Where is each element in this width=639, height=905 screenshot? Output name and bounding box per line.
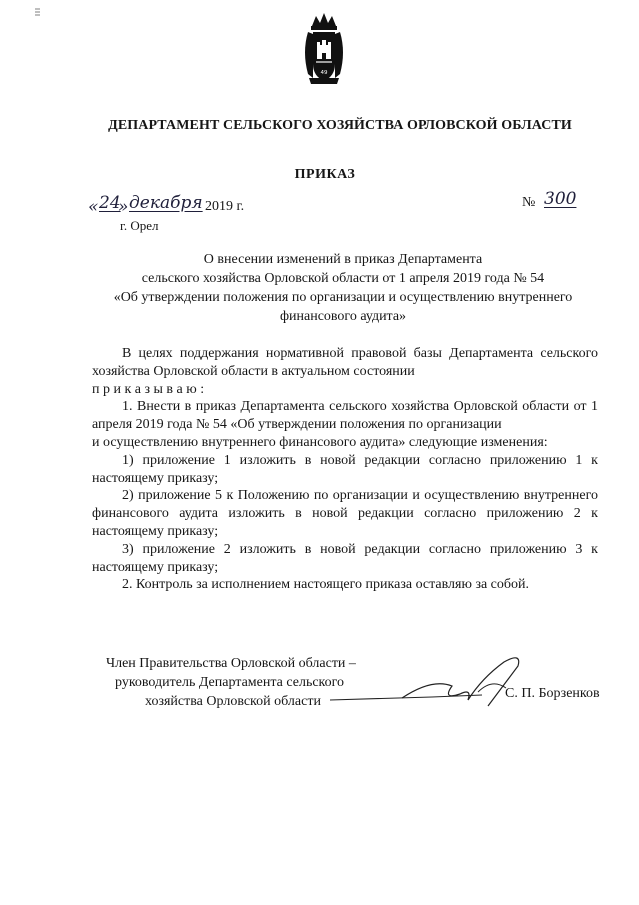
date-day-handwritten: 24 [99,193,121,213]
place-of-issue: г. Орел [120,218,159,233]
order-date [88,193,288,218]
order-number-label: № [522,195,536,210]
order-directive-word: п р и к а з ы в а ю : [92,381,205,397]
subject-line: финансового аудита» [279,309,407,324]
order-title: ПРИКАЗ [294,167,356,182]
department-title: ДЕПАРТАМЕНТ СЕЛЬСКОГО ХОЗЯЙСТВА ОРЛОВСКОЙ ОБЛАСТИ [108,118,572,133]
scan-corner-mark [34,8,42,18]
subject-line: сельского хозяйства Орловской области от 1 апреля 2019 года № 54 [141,271,545,286]
sub-item-1: 1) приложение 1 изложить в новой редакции согласно приложению 1 к настоящему приказу; [92,452,598,486]
item-1-continuation: и осуществлению внутреннего финансового аудита» следующие изменения: [92,434,548,450]
date-open-quote: « [88,197,99,217]
order-body [92,345,598,594]
order-number-handwritten: 300 [544,189,577,209]
emblem-number: 49 [320,70,328,76]
subject-line: «Об утверждении положения по организации и осуществлению внутреннего [113,290,573,305]
preamble-paragraph: В целях поддержания нормативной правовой базы Департамента сельского хозяйства Орловской области в актуальном состоянии [92,346,598,379]
coat-of-arms-icon [299,12,349,88]
position-line: руководитель Департамента сельского [115,675,345,690]
position-line: хозяйства Орловской области [145,694,321,709]
date-close-quote: » [118,197,129,217]
sub-item-3: 3) приложение 2 изложить в новой редакции согласно приложению 3 к настоящему приказу; [92,541,598,575]
date-year: 2019 г. [205,199,245,214]
handwritten-signature [282,648,532,712]
sub-item-2: 2) приложение 5 к Положению по организации и осуществлению внутреннего финансового аудита изложить в новой редакции согласно приложению 2 к настоящему приказу; [92,488,598,539]
position-line: Член Правительства Орловской области – [106,656,356,671]
order-subject [86,250,600,326]
signatory-name: С. П. Борзенков [505,686,600,701]
item-2-paragraph: 2. Контроль за исполнением настоящего приказа оставляю за собой. [122,577,530,593]
date-month-handwritten: декабря [129,193,203,213]
subject-line: О внесении изменений в приказ Департамента [203,252,483,267]
item-1-paragraph: 1. Внести в приказ Департамента сельского хозяйства Орловской области от 1 апреля 2019 года № 54 «Об утверждении положения по организации [92,399,598,433]
